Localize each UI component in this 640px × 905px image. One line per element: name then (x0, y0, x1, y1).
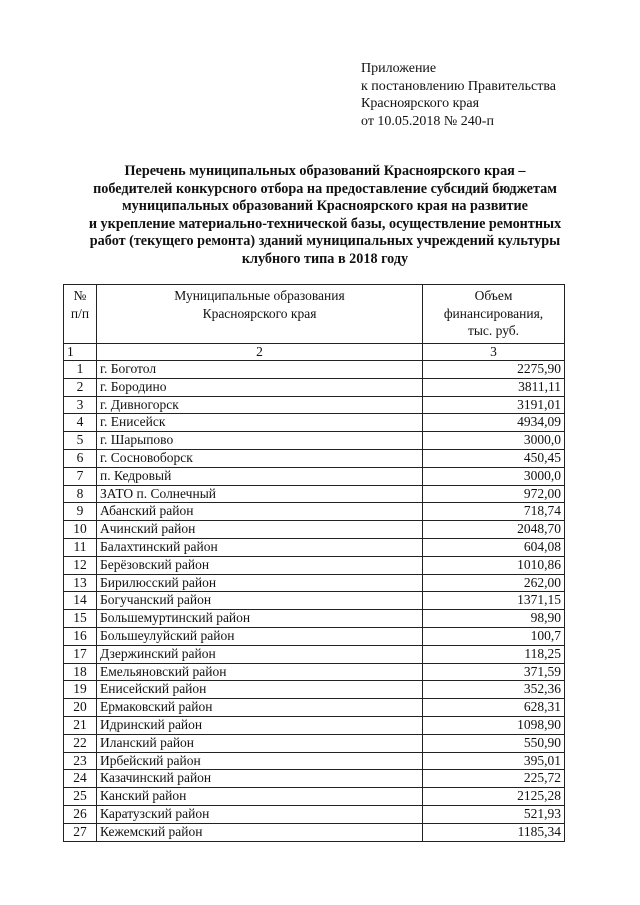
table-row (64, 752, 565, 770)
title-line: работ (текущего ремонта) зданий муниципальных учреждений культуры (89, 233, 561, 250)
row-funding: 718,74 (423, 503, 565, 521)
appendix-line: Приложение (361, 61, 437, 76)
table-row (64, 770, 565, 788)
row-funding: 100,7 (423, 627, 565, 645)
table-row (64, 485, 565, 503)
title-line: муниципальных образований Красноярского края на развитие (122, 198, 528, 215)
table-row (64, 681, 565, 699)
document-title (60, 163, 590, 269)
row-funding: 4934,09 (423, 414, 565, 432)
row-municipality: Большеулуйский район (97, 627, 423, 645)
appendix-block (361, 60, 556, 130)
row-number: 15 (64, 610, 97, 628)
row-funding: 604,08 (423, 538, 565, 556)
row-municipality: Кежемский район (97, 823, 423, 841)
row-funding: 972,00 (423, 485, 565, 503)
table-row (64, 521, 565, 539)
row-funding: 1098,90 (423, 716, 565, 734)
table-row (64, 610, 565, 628)
row-number: 5 (64, 432, 97, 450)
row-municipality: Емельяновский район (97, 663, 423, 681)
row-number: 3 (64, 396, 97, 414)
row-number: 27 (64, 823, 97, 841)
table-row (64, 503, 565, 521)
row-number: 26 (64, 805, 97, 823)
table-row (64, 734, 565, 752)
row-funding: 450,45 (423, 449, 565, 467)
row-funding: 3000,0 (423, 432, 565, 450)
title-line: и укрепление материально-технической базы, осуществление ремонтных (88, 215, 562, 232)
row-funding: 1185,34 (423, 823, 565, 841)
appendix-line: к постановлению Правительства (361, 78, 557, 94)
row-number: 17 (64, 645, 97, 663)
row-number: 1 (64, 361, 97, 379)
row-municipality: г. Дивногорск (97, 396, 423, 414)
row-number: 2 (64, 378, 97, 396)
row-funding: 521,93 (423, 805, 565, 823)
index-cell: 3 (423, 344, 565, 361)
row-municipality: Казачинский район (97, 770, 423, 788)
row-funding: 262,00 (423, 574, 565, 592)
table-row (64, 467, 565, 485)
appendix-line: Красноярского края (361, 96, 480, 111)
row-funding: 628,31 (423, 699, 565, 717)
row-number: 24 (64, 770, 97, 788)
row-number: 10 (64, 521, 97, 539)
table-row (64, 378, 565, 396)
row-funding: 550,90 (423, 734, 565, 752)
row-municipality: г. Енисейск (97, 414, 423, 432)
row-number: 12 (64, 556, 97, 574)
row-number: 20 (64, 699, 97, 717)
row-municipality: Берёзовский район (97, 556, 423, 574)
row-funding: 352,36 (423, 681, 565, 699)
row-funding: 225,72 (423, 770, 565, 788)
row-number: 11 (64, 538, 97, 556)
table-row (64, 574, 565, 592)
table-row (64, 556, 565, 574)
row-funding: 2048,70 (423, 521, 565, 539)
row-funding: 2275,90 (423, 361, 565, 379)
subsidy-table (63, 284, 565, 842)
row-number: 4 (64, 414, 97, 432)
row-municipality: г. Шарыпово (97, 432, 423, 450)
row-municipality: Идринский район (97, 716, 423, 734)
row-municipality: Богучанский район (97, 592, 423, 610)
row-municipality: Абанский район (97, 503, 423, 521)
appendix-line: от 10.05.2018 № 240-п (361, 113, 494, 129)
header-number: № п/п (64, 285, 97, 344)
table-row (64, 663, 565, 681)
row-municipality: г. Сосновоборск (97, 449, 423, 467)
header-funding: Объем финансирования, тыс. руб. (423, 285, 565, 344)
table-row (64, 538, 565, 556)
row-number: 8 (64, 485, 97, 503)
table-row (64, 699, 565, 717)
row-number: 13 (64, 574, 97, 592)
table-row (64, 361, 565, 379)
row-municipality: Ирбейский район (97, 752, 423, 770)
row-number: 19 (64, 681, 97, 699)
row-funding: 3811,11 (423, 378, 565, 396)
row-number: 14 (64, 592, 97, 610)
table-header-row (64, 285, 565, 344)
row-number: 22 (64, 734, 97, 752)
title-line: Перечень муниципальных образований Красноярского края – (124, 163, 526, 179)
row-number: 6 (64, 449, 97, 467)
row-municipality: ЗАТО п. Солнечный (97, 485, 423, 503)
row-funding: 395,01 (423, 752, 565, 770)
row-number: 23 (64, 752, 97, 770)
row-municipality: п. Кедровый (97, 467, 423, 485)
row-funding: 3000,0 (423, 467, 565, 485)
row-number: 9 (64, 503, 97, 521)
row-municipality: Дзержинский район (97, 645, 423, 663)
row-funding: 3191,01 (423, 396, 565, 414)
index-cell: 2 (97, 344, 423, 361)
row-municipality: Канский район (97, 788, 423, 806)
table-row (64, 627, 565, 645)
table-row (64, 592, 565, 610)
header-municipality: Муниципальные образования Красноярского края (97, 285, 423, 344)
row-municipality: Ачинский район (97, 521, 423, 539)
index-cell: 1 (64, 344, 97, 361)
table-row (64, 716, 565, 734)
row-municipality: Каратузский район (97, 805, 423, 823)
table-row (64, 645, 565, 663)
row-funding: 1371,15 (423, 592, 565, 610)
row-funding: 118,25 (423, 645, 565, 663)
row-funding: 98,90 (423, 610, 565, 628)
row-municipality: Иланский район (97, 734, 423, 752)
row-number: 16 (64, 627, 97, 645)
table-row (64, 449, 565, 467)
row-municipality: Ермаковский район (97, 699, 423, 717)
row-funding: 1010,86 (423, 556, 565, 574)
row-municipality: Енисейский район (97, 681, 423, 699)
row-funding: 371,59 (423, 663, 565, 681)
row-number: 7 (64, 467, 97, 485)
row-municipality: Балахтинский район (97, 538, 423, 556)
title-line: клубного типа в 2018 году (241, 250, 409, 267)
table-index-row (64, 344, 565, 361)
row-number: 18 (64, 663, 97, 681)
table-row (64, 805, 565, 823)
row-number: 25 (64, 788, 97, 806)
table-row (64, 823, 565, 841)
row-municipality: г. Боготол (97, 361, 423, 379)
table-row (64, 432, 565, 450)
row-funding: 2125,28 (423, 788, 565, 806)
table-row (64, 788, 565, 806)
row-municipality: Большемуртинский район (97, 610, 423, 628)
row-municipality: Бирилюсский район (97, 574, 423, 592)
table-row (64, 414, 565, 432)
row-number: 21 (64, 716, 97, 734)
table-row (64, 396, 565, 414)
title-line: победителей конкурсного отбора на предоставление субсидий бюджетам (93, 180, 557, 197)
row-municipality: г. Бородино (97, 378, 423, 396)
